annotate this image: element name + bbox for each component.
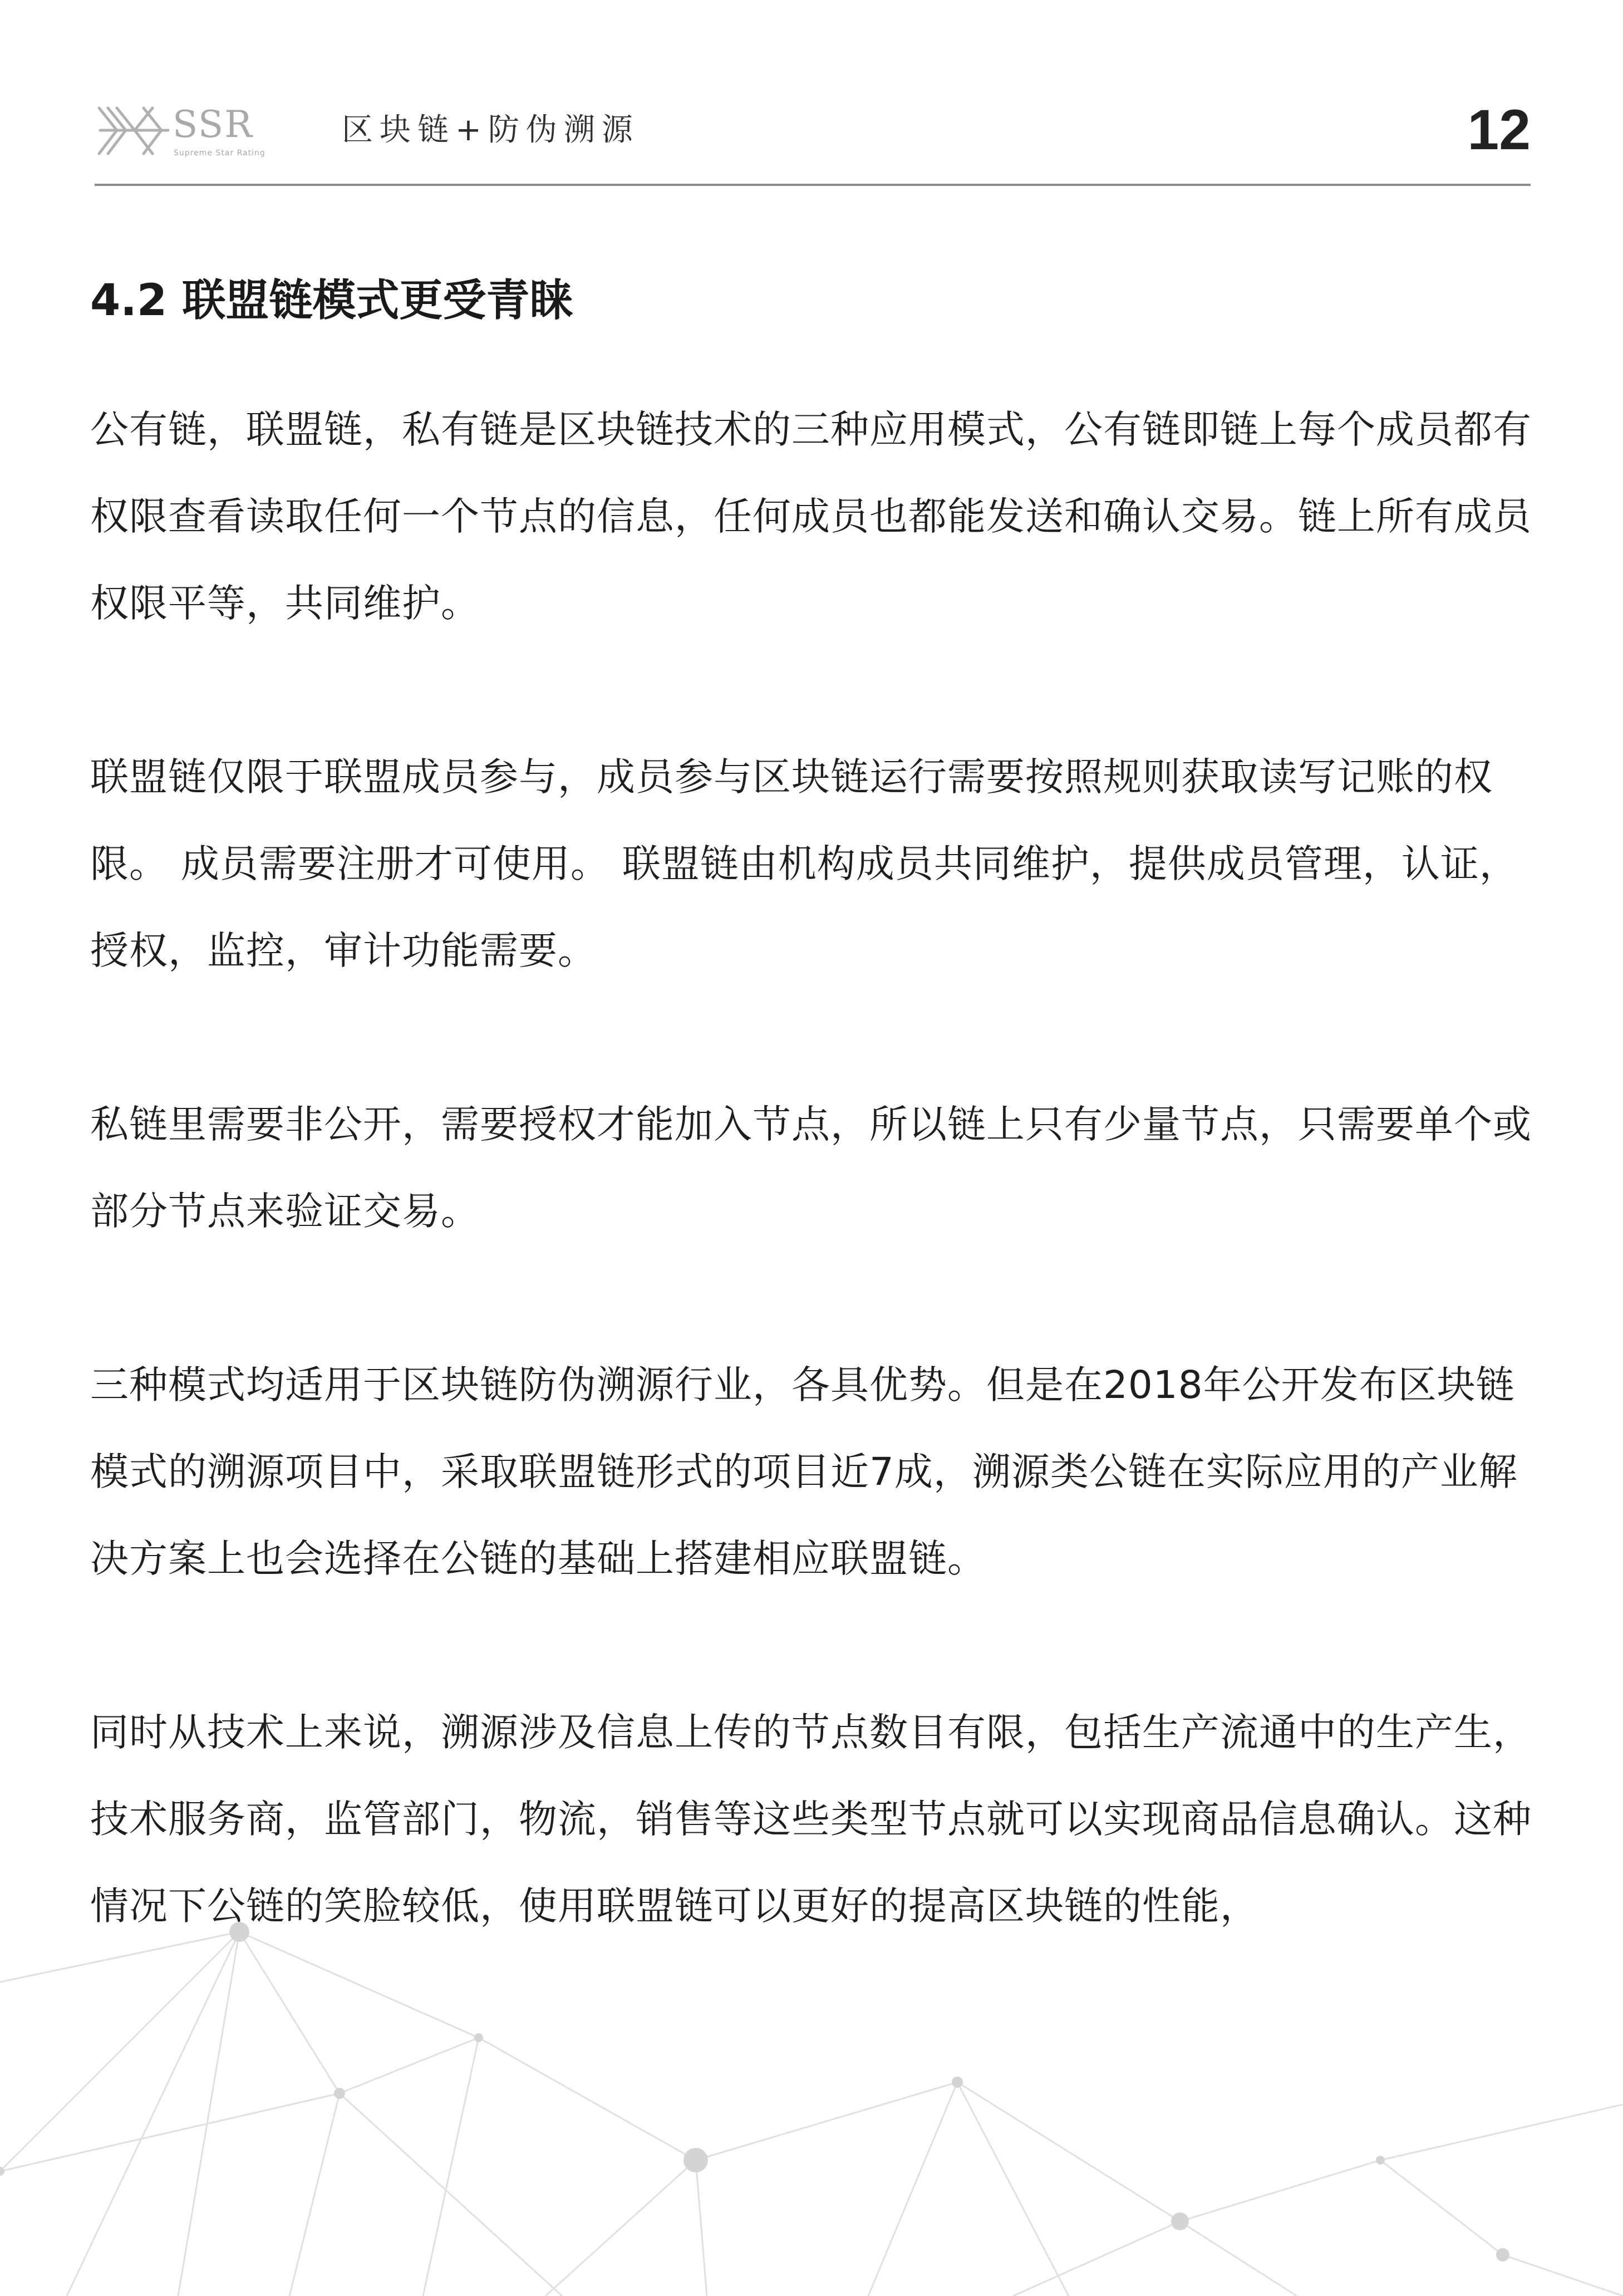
main-content bbox=[90, 267, 1532, 1950]
logo-tagline: Supreme Star Rating bbox=[174, 149, 265, 158]
logo-text: SSR bbox=[173, 103, 253, 146]
paragraph-consortium-chain: 联盟链仅限于联盟成员参与，成员参与区块链运行需要按照规则获取读写记账的权限。 成员需要注册才可使用。 联盟链由机构成员共同维护，提供成员管理，认证，授权，监控，审计功能需要。 bbox=[90, 755, 1518, 973]
paragraph-technical-reasons: 同时从技术上来说，溯源涉及信息上传的节点数目有限，包括生产流通中的生产生，技术服务商，监管部门，物流，销售等这些类型节点就可以实现商品信息确认。这种情况下公链的笑脸较低，使用联盟链可以更好的提高区块链的性能， bbox=[90, 1710, 1532, 1929]
ssr-logo-mark-icon bbox=[95, 100, 173, 161]
page-header bbox=[95, 95, 1531, 189]
paragraph-mode-comparison: 三种模式均适用于区块链防伪溯源行业，各具优势。但是在2018年公开发布区块链模式的溯源项目中，采取联盟链形式的项目近7成，溯源类公链在实际应用的产业解决方案上也会选择在公链的基础上搭建相应联盟链。 bbox=[90, 1363, 1518, 1581]
page-number: 12 bbox=[1467, 98, 1531, 161]
ssr-logo bbox=[95, 95, 306, 167]
header-title: 区块链+防伪溯源 bbox=[342, 112, 640, 148]
paragraph-public-chain: 公有链，联盟链，私有链是区块链技术的三种应用模式，公有链即链上每个成员都有权限查看读取任何一个节点的信息，任何成员也都能发送和确认交易。链上所有成员权限平等，共同维护。 bbox=[90, 408, 1532, 626]
paragraph-private-chain: 私链里需要非公开，需要授权才能加入节点，所以链上只有少量节点，只需要单个或部分节点来验证交易。 bbox=[90, 1102, 1532, 1234]
section-title: 4.2 联盟链模式更受青睐 bbox=[90, 276, 573, 326]
header-divider bbox=[95, 184, 1531, 186]
